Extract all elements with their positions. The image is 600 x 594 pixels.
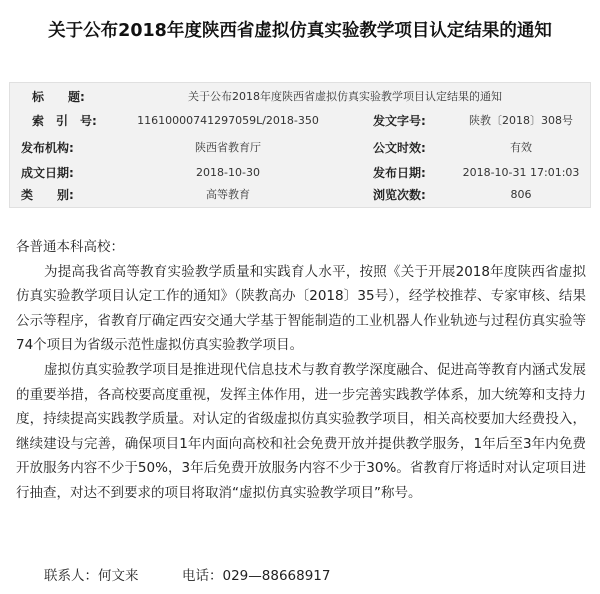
index-label: 索 引 号: <box>32 114 97 128</box>
title-label: 标 题: <box>32 90 85 104</box>
category-value: 高等教育 <box>206 188 250 201</box>
docno-label: 发文字号: <box>373 114 426 128</box>
paragraph-1: 为提高我省高等教育实验教学质量和实践育人水平，按照《关于开展2018年度陕西省虚拟仿真实验教学项目认定工作的通知》（陕教高办〔2018〕35号），经学校推荐、专家审核、结果公示等程序，省教育厅确定西安交通大学基于智能制造的工业机器人作业轨迹与过程仿真实验等74个项目为省级示范性虚拟仿真实验教学项目。 <box>16 263 586 354</box>
page-title: 关于公布2018年度陕西省虚拟仿真实验教学项目认定结果的通知 <box>48 21 552 41</box>
contact-phone: 电话：029—88668917 <box>182 568 331 584</box>
validity-label: 公文时效: <box>373 141 426 155</box>
meta-row-title <box>10 87 590 107</box>
category-label: 类 别: <box>21 188 74 202</box>
views-value: 806 <box>510 188 532 201</box>
docno-value: 陕教〔2018〕308号 <box>469 114 573 127</box>
created-value: 2018-10-30 <box>196 166 260 179</box>
validity-value: 有效 <box>510 141 532 154</box>
title-value: 关于公布2018年度陕西省虚拟仿真实验教学项目认定结果的通知 <box>188 90 502 103</box>
issuer-label: 发布机构: <box>21 141 74 155</box>
contact-person: 联系人：何文来 <box>44 568 139 584</box>
contact-line <box>44 566 331 586</box>
meta-row-dates <box>10 163 590 183</box>
published-value: 2018-10-31 17:01:03 <box>462 166 580 179</box>
salutation: 各普通本科高校： <box>16 239 124 255</box>
meta-row-issuer <box>10 138 590 158</box>
document-body <box>16 235 586 506</box>
issuer-value: 陕西省教育厅 <box>195 141 261 154</box>
index-value: 11610000741297059L/2018-350 <box>137 114 319 127</box>
meta-row-category <box>10 185 590 205</box>
paragraph-2: 虚拟仿真实验教学项目是推进现代信息技术与教育教学深度融合、促进高等教育内涵式发展的重要举措，各高校要高度重视，发挥主体作用，进一步完善实践教学体系，加大统筹和支持力度，持续提高实践教学质量。对认定的省级虚拟仿真实验教学项目，相关高校要加大经费投入，继续建设与完善，确保项目1年内面向高校和社会免费开放并提供教学服务，1年后至3年内免费开放服务内容不少于50%，3年后免费开放服务内容不少于30%。省教育厅将适时对认定项目进行抽查，对达不到要求的项目将取消“虚拟仿真实验教学项目”称号。 <box>16 361 586 501</box>
views-label: 浏览次数: <box>373 188 426 202</box>
document-metadata-box <box>9 82 591 208</box>
meta-row-index <box>10 111 590 131</box>
created-label: 成文日期: <box>21 166 74 180</box>
published-label: 发布日期: <box>373 166 426 180</box>
